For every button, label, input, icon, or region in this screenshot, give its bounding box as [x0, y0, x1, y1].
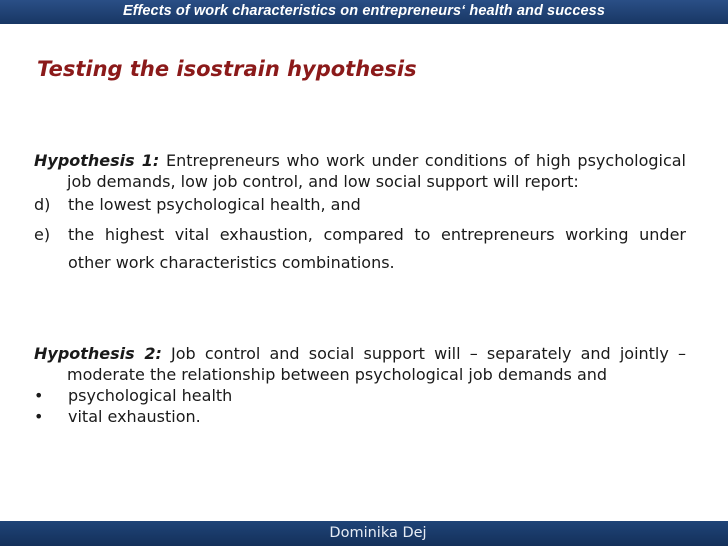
hypothesis-2-text: Job control and social support will – separately and jointly – moderate the relationship between psychological job demands and [67, 344, 686, 384]
list-marker: d) [34, 195, 51, 214]
list-marker: e) [34, 225, 51, 244]
hypothesis-1-text: Entrepreneurs who work under conditions of high psychological job demands, low job control, and low social support will report: [67, 151, 687, 191]
slide-title: Testing the isostrain hypothesis [37, 57, 417, 81]
bullet-icon: • [34, 386, 44, 405]
hypothesis-1-item-d [34, 194, 686, 216]
hypothesis-1-item-e [34, 221, 686, 277]
hypothesis-1-block [34, 150, 686, 277]
hypothesis-2-item-2 [34, 406, 686, 427]
hypothesis-1-label: Hypothesis 1: [34, 151, 160, 170]
footer-author: Dominika Dej [329, 525, 427, 541]
hypothesis-1-paragraph [34, 150, 686, 192]
list-item-text: the lowest psychological health, and [68, 195, 361, 214]
hypothesis-2-item-1 [34, 385, 686, 406]
footer-bar [0, 521, 728, 546]
header-title: Effects of work characteristics on entrepreneurs‘ health and success [123, 3, 605, 19]
list-item-text: vital exhaustion. [68, 407, 201, 426]
bullet-icon: • [34, 407, 44, 426]
header-bar [0, 0, 728, 24]
footer-author-wrap [0, 525, 728, 541]
hypothesis-2-block [34, 343, 686, 427]
list-item-text: psychological health [68, 386, 233, 405]
hypothesis-2-paragraph [34, 343, 686, 385]
list-item-text: the highest vital exhaustion, compared to entrepreneurs working under other work characteristics combinations. [68, 225, 686, 272]
hypothesis-2-label: Hypothesis 2: [34, 344, 162, 363]
